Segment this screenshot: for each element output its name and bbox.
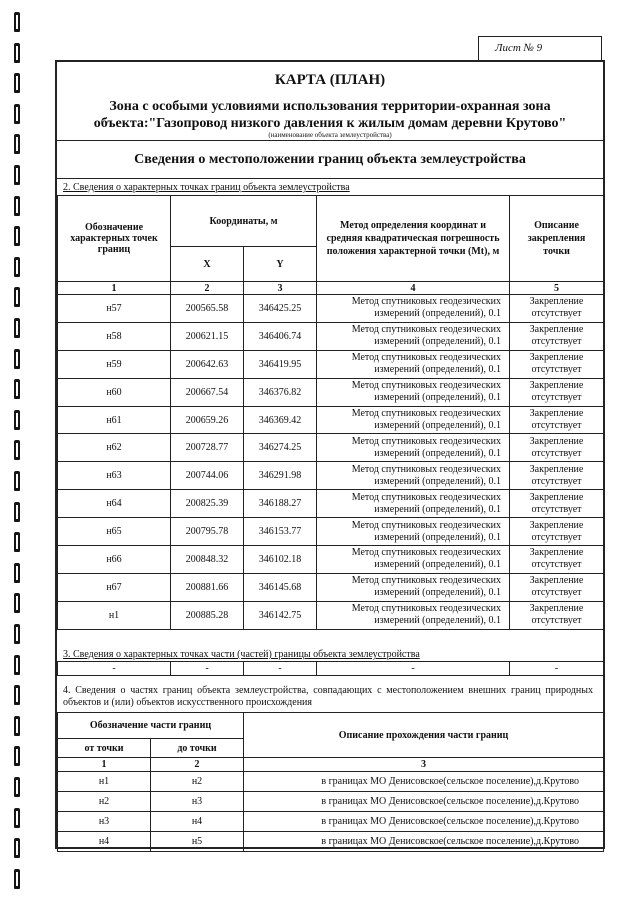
fixing-cell xyxy=(510,490,604,518)
header-coords: Координаты, м xyxy=(171,196,317,247)
binding-hole-mark xyxy=(14,808,20,828)
fixing-line1: Закрепление xyxy=(529,408,584,419)
binding-holes xyxy=(0,0,36,905)
binding-hole-mark xyxy=(14,777,20,797)
table-row xyxy=(58,462,604,490)
coord-y: 346102.18 xyxy=(244,546,317,574)
method-line2: измерений (определений), 0.1 xyxy=(374,503,502,515)
point-name: н63 xyxy=(58,462,171,490)
method-cell xyxy=(317,490,510,518)
coord-y: 346419.95 xyxy=(244,350,317,378)
table-row xyxy=(58,295,604,323)
method-line1: Метод спутниковых геодезических xyxy=(351,296,502,308)
empty-cell: - xyxy=(317,662,510,676)
fixing-line1: Закрепление xyxy=(529,296,584,308)
method-line2: измерений (определений), 0.1 xyxy=(374,392,502,404)
table-row xyxy=(58,772,604,792)
binding-hole-mark xyxy=(14,165,20,185)
part-description: в границах МО Денисовское(сельское поселение),д.Крутово xyxy=(244,792,604,812)
table-row xyxy=(58,546,604,574)
col-number: 5 xyxy=(510,282,604,295)
fixing-line2: отсутствует xyxy=(531,447,582,459)
table-row xyxy=(58,601,604,629)
binding-hole-mark xyxy=(14,379,20,399)
coord-y: 346153.77 xyxy=(244,518,317,546)
binding-hole-mark xyxy=(14,410,20,430)
table-row xyxy=(58,518,604,546)
fixing-line1: Закрепление xyxy=(529,547,584,559)
fixing-line2: отсутствует xyxy=(531,336,582,348)
method-line1: Метод спутниковых геодезических xyxy=(351,380,502,392)
fixing-line2: отсутствует xyxy=(531,392,582,404)
divider xyxy=(57,140,603,141)
column-numbers-row xyxy=(58,282,604,295)
point-name: н67 xyxy=(58,573,171,601)
col-number: 2 xyxy=(171,282,244,295)
coord-x: 200744.06 xyxy=(171,462,244,490)
col-number: 3 xyxy=(244,758,604,772)
binding-hole-mark xyxy=(14,257,20,277)
section3-label: 3. Сведения о характерных точках части (частей) границы объекта землеустройства xyxy=(63,649,420,660)
method-cell xyxy=(317,601,510,629)
header-x: X xyxy=(171,247,244,282)
fixing-line2: отсутствует xyxy=(531,475,582,487)
method-line1: Метод спутниковых геодезических xyxy=(351,603,502,615)
col-number: 4 xyxy=(317,282,510,295)
part-description: в границах МО Денисовское(сельское поселение),д.Крутово xyxy=(244,832,604,852)
fixing-line2: отсутствует xyxy=(531,420,582,431)
method-line1: Метод спутниковых геодезических xyxy=(351,519,502,531)
binding-hole-mark xyxy=(14,869,20,889)
method-line1: Метод спутниковых геодезических xyxy=(351,575,502,587)
section4-label: 4. Сведения о частях границ объекта землеустройства, совпадающих с местоположением внешних границ природных объектов и (или) объектов искусственного происхождения xyxy=(63,685,593,708)
to-point: н3 xyxy=(151,792,244,812)
fixing-line1: Закрепление xyxy=(529,519,584,531)
method-line1: Метод спутниковых геодезических xyxy=(351,408,502,419)
document-frame xyxy=(55,60,605,849)
binding-hole-mark xyxy=(14,563,20,583)
fixing-line1: Закрепление xyxy=(529,603,584,615)
binding-hole-mark xyxy=(14,104,20,124)
method-cell xyxy=(317,322,510,350)
fixing-line2: отсутствует xyxy=(531,615,582,627)
method-line2: измерений (определений), 0.1 xyxy=(374,336,502,348)
coord-x: 200621.15 xyxy=(171,322,244,350)
fixing-cell xyxy=(510,350,604,378)
method-line1: Метод спутниковых геодезических xyxy=(351,324,502,336)
table-row xyxy=(58,573,604,601)
coord-x: 200885.28 xyxy=(171,601,244,629)
to-point: н2 xyxy=(151,772,244,792)
binding-hole-mark xyxy=(14,471,20,491)
fixing-cell xyxy=(510,546,604,574)
section-title: Сведения о местоположении границ объекта землеустройства xyxy=(134,152,526,167)
method-cell xyxy=(317,378,510,406)
method-line2: измерений (определений), 0.1 xyxy=(374,475,502,487)
fixing-cell xyxy=(510,378,604,406)
binding-hole-mark xyxy=(14,12,20,32)
fixing-cell xyxy=(510,601,604,629)
from-point: н1 xyxy=(58,772,151,792)
binding-hole-mark xyxy=(14,440,20,460)
binding-hole-mark xyxy=(14,226,20,246)
fixing-line1: Закрепление xyxy=(529,463,584,475)
method-line1: Метод спутниковых геодезических xyxy=(351,463,502,475)
col-number: 3 xyxy=(244,282,317,295)
table-row xyxy=(58,378,604,406)
method-line2: измерений (определений), 0.1 xyxy=(374,447,502,459)
document-title: КАРТА (ПЛАН) xyxy=(274,72,386,88)
document-header xyxy=(57,62,603,142)
method-cell xyxy=(317,406,510,434)
from-point: н2 xyxy=(58,792,151,812)
fixing-cell xyxy=(510,462,604,490)
coord-y: 346142.75 xyxy=(244,601,317,629)
col-number: 1 xyxy=(58,758,151,772)
binding-hole-mark xyxy=(14,716,20,736)
empty-cell: - xyxy=(244,662,317,676)
method-cell xyxy=(317,573,510,601)
coord-x: 200728.77 xyxy=(171,434,244,462)
from-point: н3 xyxy=(58,812,151,832)
binding-hole-mark xyxy=(14,746,20,766)
empty-cell: - xyxy=(171,662,244,676)
parts-table xyxy=(57,712,604,852)
method-cell xyxy=(317,434,510,462)
table-row xyxy=(58,406,604,434)
coord-y: 346376.82 xyxy=(244,378,317,406)
sheet-number: Лист № 9 xyxy=(478,36,602,60)
point-name: н58 xyxy=(58,322,171,350)
coord-y: 346406.74 xyxy=(244,322,317,350)
point-name: н65 xyxy=(58,518,171,546)
fixing-line2: отсутствует xyxy=(531,364,582,376)
binding-hole-mark xyxy=(14,624,20,644)
binding-hole-mark xyxy=(14,73,20,93)
point-name: н61 xyxy=(58,406,171,434)
method-line2: измерений (определений), 0.1 xyxy=(374,559,502,571)
part-description: в границах МО Денисовское(сельское поселение),д.Крутово xyxy=(244,772,604,792)
zone-title xyxy=(57,98,603,132)
coord-y: 346274.25 xyxy=(244,434,317,462)
header-method: Метод определения координат и средняя квадратическая погрешность положения характерной точки (Mt), м xyxy=(317,196,510,282)
fixing-cell xyxy=(510,573,604,601)
header-to: до точки xyxy=(151,739,244,758)
to-point: н5 xyxy=(151,832,244,852)
header-part: Обозначение части границ xyxy=(58,713,244,739)
method-line1: Метод спутниковых геодезических xyxy=(351,547,502,559)
binding-hole-mark xyxy=(14,655,20,675)
fixing-cell xyxy=(510,322,604,350)
table-row xyxy=(58,434,604,462)
fixing-line2: отсутствует xyxy=(531,308,582,320)
method-cell xyxy=(317,295,510,323)
binding-hole-mark xyxy=(14,134,20,154)
coord-y: 346145.68 xyxy=(244,573,317,601)
coord-y: 346425.25 xyxy=(244,295,317,323)
divider xyxy=(57,178,603,179)
binding-hole-mark xyxy=(14,43,20,63)
method-cell xyxy=(317,518,510,546)
table-row xyxy=(58,350,604,378)
point-name: н59 xyxy=(58,350,171,378)
fixing-cell xyxy=(510,434,604,462)
header-fixing: Описание закрепления точки xyxy=(510,196,604,282)
fixing-line1: Закрепление xyxy=(529,352,584,364)
point-name: н60 xyxy=(58,378,171,406)
coord-y: 346291.98 xyxy=(244,462,317,490)
point-name: н1 xyxy=(58,601,171,629)
fixing-cell xyxy=(510,295,604,323)
section3-table xyxy=(57,661,604,676)
fixing-line2: отсутствует xyxy=(531,503,582,515)
from-point: н4 xyxy=(58,832,151,852)
col-number: 2 xyxy=(151,758,244,772)
method-cell xyxy=(317,462,510,490)
zone-title-line1: Зона с особыми условиями использования территории-охранная зона xyxy=(109,99,551,114)
method-line1: Метод спутниковых геодезических xyxy=(351,352,502,364)
fixing-line2: отсутствует xyxy=(531,559,582,571)
method-line1: Метод спутниковых геодезических xyxy=(351,491,502,503)
column-numbers-row xyxy=(58,758,604,772)
table-row xyxy=(58,792,604,812)
binding-hole-mark xyxy=(14,318,20,338)
coord-y: 346188.27 xyxy=(244,490,317,518)
point-name: н64 xyxy=(58,490,171,518)
header-desc: Описание прохождения части границ xyxy=(244,713,604,758)
table-row xyxy=(58,490,604,518)
empty-cell: - xyxy=(58,662,171,676)
coord-x: 200642.63 xyxy=(171,350,244,378)
fixing-line2: отсутствует xyxy=(531,531,582,543)
fixing-cell xyxy=(510,518,604,546)
fixing-line1: Закрепление xyxy=(529,380,584,392)
coord-x: 200881.66 xyxy=(171,573,244,601)
point-name: н62 xyxy=(58,434,171,462)
method-line2: измерений (определений), 0.1 xyxy=(374,364,502,376)
zone-title-line2: объекта:"Газопровод низкого давления к жилым домам деревни Крутово" xyxy=(93,116,567,131)
fixing-line1: Закрепление xyxy=(529,324,584,336)
zone-caption: (наименование объекта землеустройства) xyxy=(268,131,392,139)
method-line1: Метод спутниковых геодезических xyxy=(351,435,502,447)
fixing-line1: Закрепление xyxy=(529,575,584,587)
method-line2: измерений (определений), 0.1 xyxy=(374,420,502,431)
fixing-line2: отсутствует xyxy=(531,587,582,599)
table-row xyxy=(58,322,604,350)
method-line2: измерений (определений), 0.1 xyxy=(374,587,502,599)
method-cell xyxy=(317,350,510,378)
header-y: Y xyxy=(244,247,317,282)
method-cell xyxy=(317,546,510,574)
coord-x: 200565.58 xyxy=(171,295,244,323)
point-name: н66 xyxy=(58,546,171,574)
binding-hole-mark xyxy=(14,685,20,705)
binding-hole-mark xyxy=(14,196,20,216)
binding-hole-mark xyxy=(14,502,20,522)
binding-hole-mark xyxy=(14,349,20,369)
table-row xyxy=(58,812,604,832)
coord-x: 200659.26 xyxy=(171,406,244,434)
header-from: от точки xyxy=(58,739,151,758)
table-row xyxy=(58,832,604,852)
col-number: 1 xyxy=(58,282,171,295)
section2-label: 2. Сведения о характерных точках границ объекта землеустройства xyxy=(63,182,350,193)
fixing-line1: Закрепление xyxy=(529,491,584,503)
coord-x: 200848.32 xyxy=(171,546,244,574)
coord-y: 346369.42 xyxy=(244,406,317,434)
method-line2: измерений (определений), 0.1 xyxy=(374,531,502,543)
binding-hole-mark xyxy=(14,838,20,858)
fixing-cell xyxy=(510,406,604,434)
point-name: н57 xyxy=(58,295,171,323)
header-point: Обозначение характерных точек границ xyxy=(58,196,171,282)
to-point: н4 xyxy=(151,812,244,832)
binding-hole-mark xyxy=(14,593,20,613)
coord-x: 200825.39 xyxy=(171,490,244,518)
points-table xyxy=(57,195,604,630)
empty-cell: - xyxy=(510,662,604,676)
coord-x: 200795.78 xyxy=(171,518,244,546)
part-description: в границах МО Денисовское(сельское поселение),д.Крутово xyxy=(244,812,604,832)
method-line2: измерений (определений), 0.1 xyxy=(374,308,502,320)
binding-hole-mark xyxy=(14,532,20,552)
method-line2: измерений (определений), 0.1 xyxy=(374,615,502,627)
coord-x: 200667.54 xyxy=(171,378,244,406)
binding-hole-mark xyxy=(14,287,20,307)
fixing-line1: Закрепление xyxy=(529,435,584,447)
